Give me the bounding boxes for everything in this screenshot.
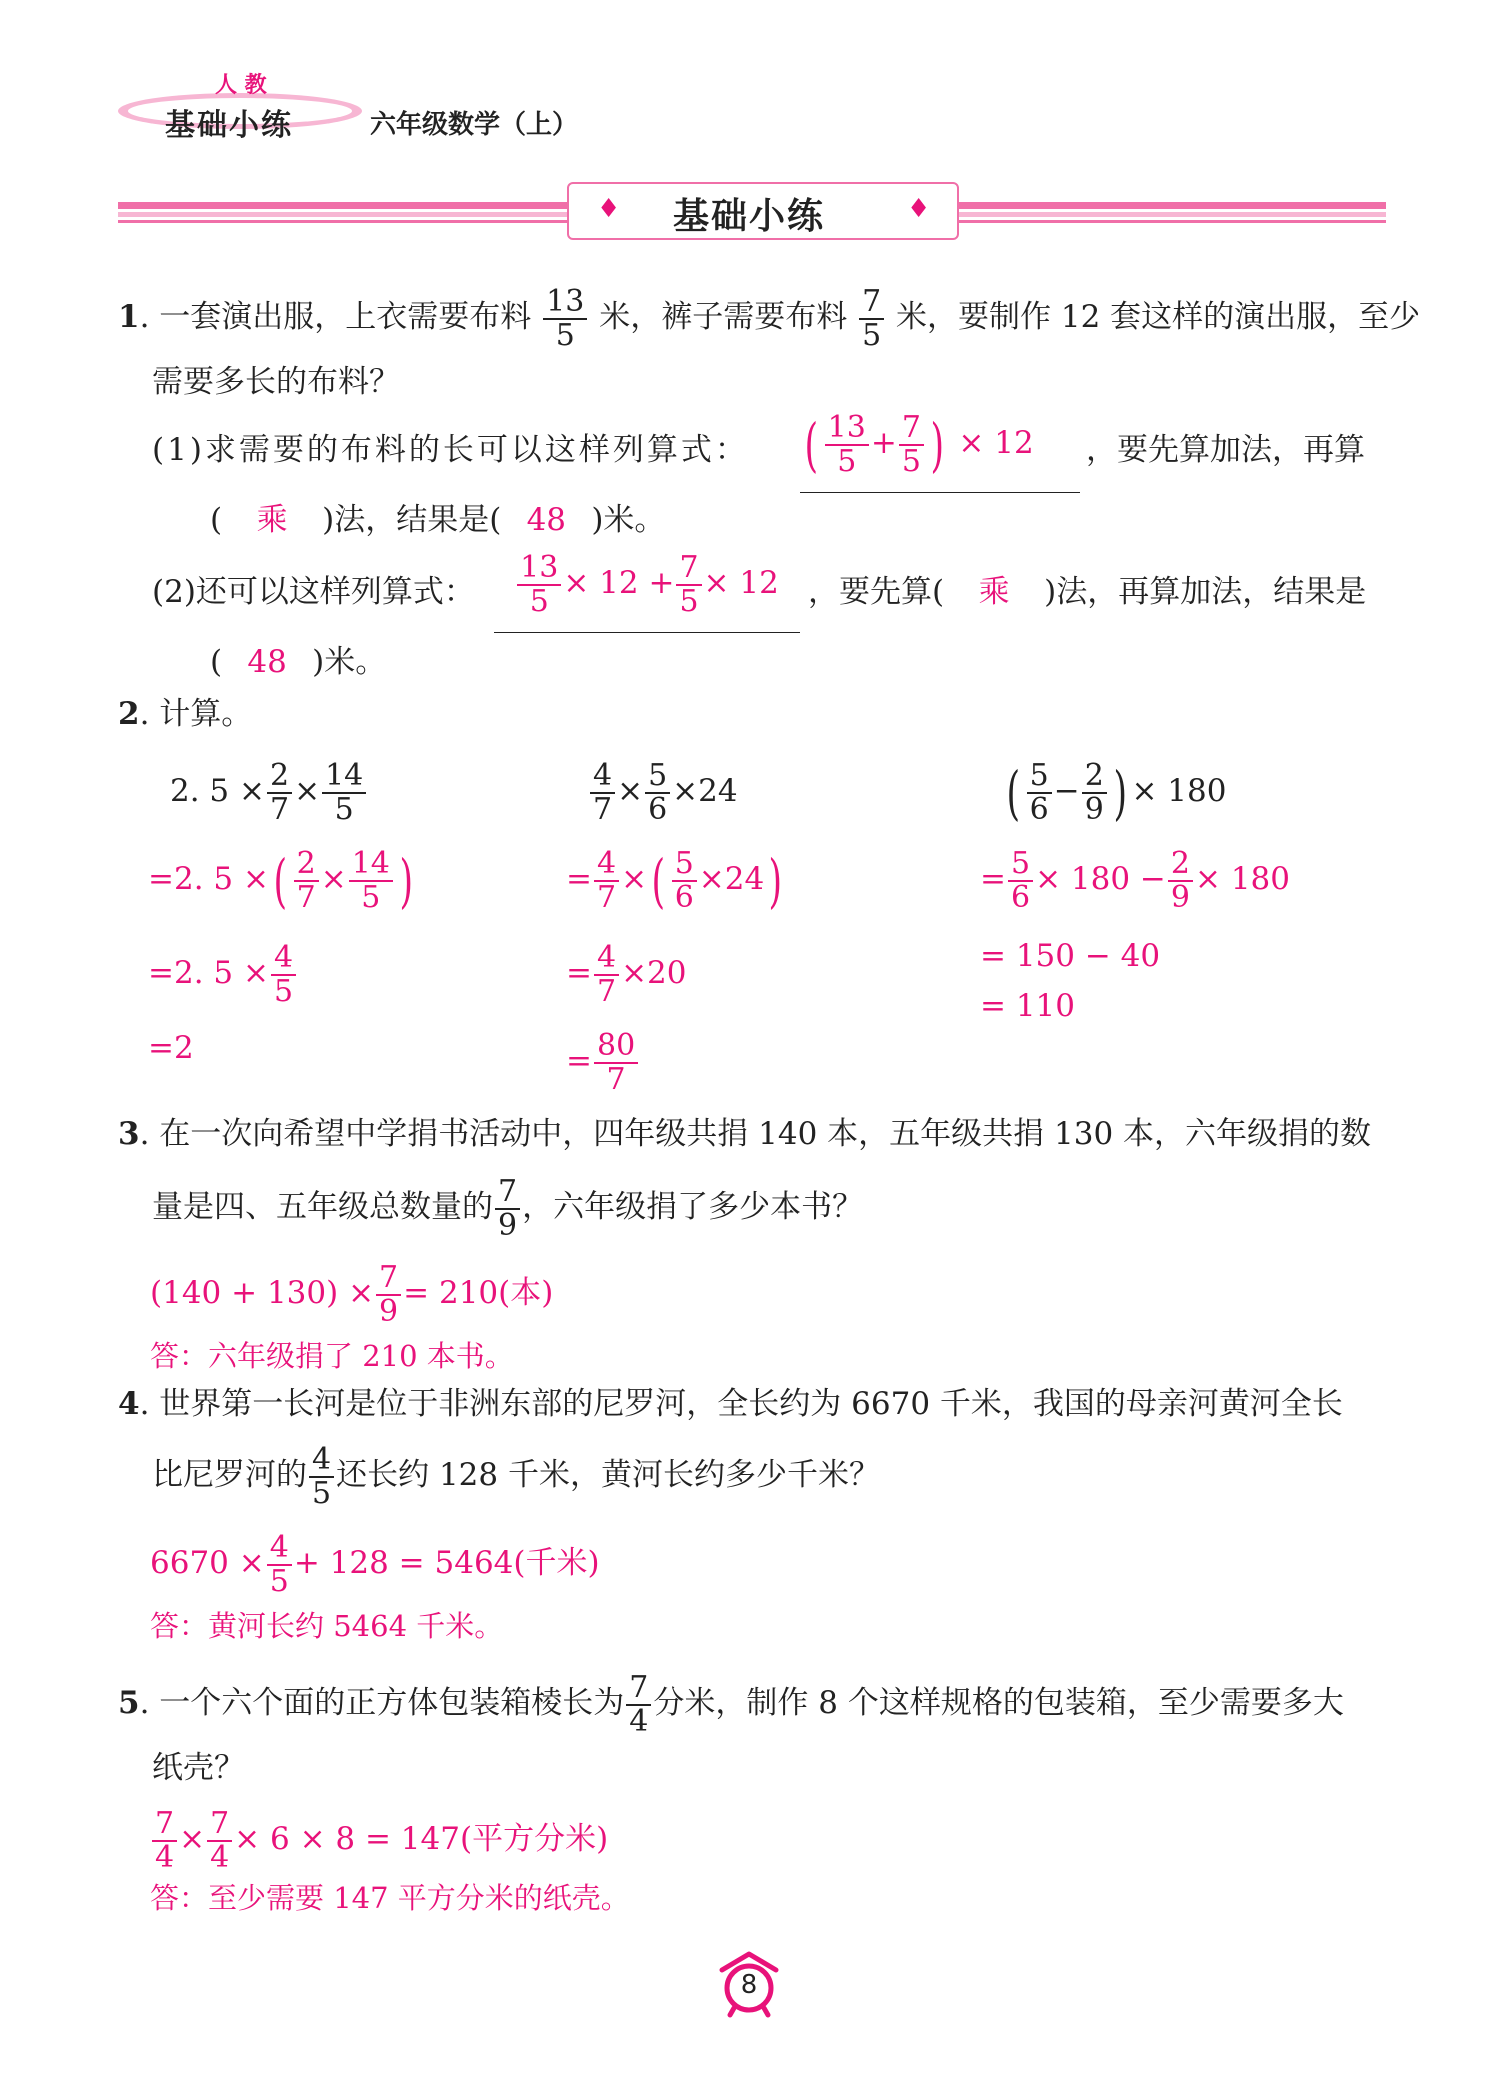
q1-part1-label: (1)求需要的布料的长可以这样列算式： [152,432,749,468]
header-badge-small: 人 教 [215,73,267,98]
q2-c2-line2: = $\frac{4}{7}$ ×20 [566,940,687,1009]
header [115,70,595,143]
q1-text-c: 米，要制作 12 套这样的演出服，至少 [896,299,1421,335]
q1-text-a: 一套演出服，上衣需要布料 [159,299,532,335]
q4-answer-sentence: 答：黄河长约 5464 千米。 [150,1609,504,1643]
q1-part1-blank2: 48 [526,502,567,538]
q3-answer-sentence: 答：六年级捐了 210 本书。 [150,1339,514,1373]
q1-frac1: $\frac{13}{5}$ [543,286,587,351]
q5-answer-sentence: 答：至少需要 147 平方分米的纸壳。 [150,1881,630,1915]
header-badge-main: 基础小练 [165,108,293,143]
q2-number: 2 [118,696,140,732]
q1-part2-after: ，要先算( 乘 )法，再算加法，结果是 [808,570,1366,614]
q3-number: 3 [118,1116,140,1152]
q2-c1-line3: =2 [148,1030,194,1066]
q1-part1-expression: ( $\frac{13}{5}$ + $\frac{7}{5}$ ) × 12 [800,412,1080,493]
section-title: 基础小练 [673,196,826,237]
q1-part1-blank1: 乘 [256,502,288,538]
q3-line2: 量是四、五年级总数量的 $\frac{7}{9}$ ，六年级捐了多少本书？ [152,1174,864,1243]
q2-c1-line2: =2. 5 × $\frac{4}{5}$ [148,942,298,1007]
q1-part2-label: (2)还可以这样列算式： [152,574,475,610]
q1-part1-end: )米。 [591,502,666,538]
q1-number: 1 [118,299,140,335]
q4-line1: 4. 世界第一长河是位于非洲东部的尼罗河，全长约为 6670 千米，我国的母亲河黄河全长 [118,1386,1343,1422]
q4-number: 4 [118,1386,140,1422]
q2-c3-line0: ( $\frac{5}{6}$ − $\frac{2}{9}$ ) × 180 [1006,758,1227,827]
q1-part2-blank2: 48 [247,644,287,680]
page-number-badge [714,1948,784,2018]
q2-c2-line0: $\frac{4}{7}$ × $\frac{5}{6}$ ×24 [588,760,738,825]
section-title-box [567,182,959,240]
q5-number: 5 [118,1685,140,1721]
q1-part1-after: ，要先算加法，再算 [1086,432,1365,468]
q5-answer-expression: $\frac{7}{4}$ × $\frac{7}{4}$ × 6 × 8 = 147(平方分米) [150,1808,608,1873]
q2-title-text: 计算。 [159,696,253,732]
q5-line2: 纸壳？ [152,1750,245,1786]
diamond-right-icon: ♦ [907,194,931,224]
q2-c1-line0: 2. 5 × $\frac{2}{7}$ × $\frac{14}{5}$ [170,760,368,825]
q2-c3-line2: = 150 − 40 [980,938,1161,974]
page-number: 8 [740,1970,758,2000]
q2-title: 2. 计算。 [118,696,253,732]
q1-part2-expression: $\frac{13}{5}$ × 12 + $\frac{7}{5}$ × 12 [494,552,800,633]
diamond-left-icon: ♦ [597,194,621,224]
q2-c2-line3: = $\frac{80}{7}$ [566,1030,640,1095]
q3-answer-expression: (140 + 130) × $\frac{7}{9}$ = 210(本) [150,1260,554,1329]
q1-part1-line2: ( 乘 )法，结果是( 48 )米。 [210,498,665,542]
q2-c2-line1: = $\frac{4}{7}$ ×( $\frac{5}{6}$ ×24) [566,846,783,915]
header-subject: 六年级数学（上） [370,110,579,140]
q1-frac2: $\frac{7}{5}$ [859,286,884,351]
q2-c3-line1: = $\frac{5}{6}$ × 180 − $\frac{2}{9}$ × 180 [980,846,1290,915]
q3-line1: 3. 在一次向希望中学捐书活动中，四年级共捐 140 本，五年级共捐 130 本，六年级捐的数 [118,1116,1372,1152]
q2-c3-line3: = 110 [980,988,1075,1024]
q5-line1: 5. 一个六个面的正方体包装箱棱长为 $\frac{7}{4}$ 分米，制作 8 个这样规格的包装箱，至少需要多大 [118,1670,1344,1739]
q4-answer-expression: 6670 × $\frac{4}{5}$ + 128 = 5464(千米) [150,1530,600,1599]
q1-part1-mid: 法，结果是( [334,502,502,538]
q1-part2-blank1: 乘 [978,574,1010,610]
q4-line2: 比尼罗河的 $\frac{4}{5}$ 还长约 128 千米，黄河长约多少千米？ [152,1442,880,1511]
q1-line2: 需要多长的布料？ [152,364,400,400]
q2-c1-line1: =2. 5 ×( $\frac{2}{7}$ × $\frac{14}{5}$ ) [148,846,413,915]
q1-line1: 1. 一套演出服，上衣需要布料 $\frac{13}{5}$ 米，裤子需要布料 $\frac{7}{5}$ 米，要制作 12 套这样的演出服，至少 [118,284,1421,353]
q1-part2-line2: ( 48 )米。 [210,640,386,684]
q1-text-b: 米，裤子需要布料 [599,299,848,335]
